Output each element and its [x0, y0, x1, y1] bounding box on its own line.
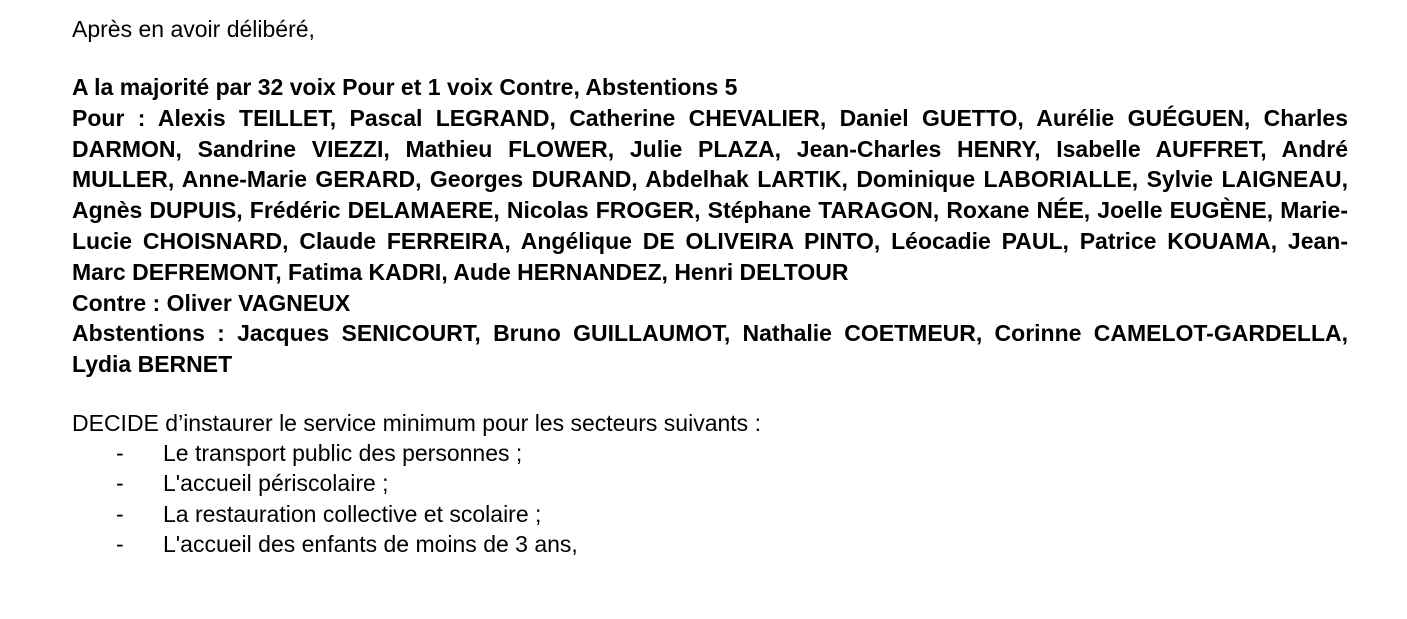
pour-label: Pour : — [72, 104, 146, 131]
vote-contre-paragraph — [72, 288, 1348, 319]
bullet-dash: - — [116, 439, 124, 466]
bullet-dash: - — [116, 470, 124, 497]
abstentions-label: Abstentions : — [72, 320, 225, 347]
contre-label: Contre : — [72, 289, 161, 316]
sector-label: L'accueil périscolaire ; — [163, 470, 389, 497]
sector-label: La restauration collective et scolaire ; — [163, 500, 542, 527]
list-item — [72, 499, 1348, 530]
pour-names: Alexis TEILLET, Pascal LEGRAND, Catherine CHEVALIER, Daniel GUETTO, Aurélie GUÉGUEN, Charles DARMON, Sandrine VIEZZI, Mathieu FLOWER, Julie PLAZA, Jean-Charles HENRY, Isabelle AUFFRET, André MULLER, Anne-Marie GERARD, Georges DURAND, Abdelhak LARTIK, Dominique LABORIALLE, Sylvie LAIGNEAU, Agnès DUPUIS, Frédéric DELAMAERE, Nicolas FROGER, Stéphane TARAGON, Roxane NÉE, Joelle EUGÈNE, Marie-Lucie CHOISNARD, Claude FERREIRA, Angélique DE OLIVEIRA PINTO, Léocadie PAUL, Patrice KOUAMA, Jean-Marc DEFREMONT, Fatima KADRI, Aude HERNANDEZ, Henri DELTOUR — [72, 104, 1348, 285]
sector-label: L'accueil des enfants de moins de 3 ans, — [163, 531, 578, 558]
vote-abstentions-paragraph — [72, 318, 1348, 380]
list-item — [72, 438, 1348, 469]
contre-names: Oliver VAGNEUX — [166, 289, 351, 316]
list-item — [72, 529, 1348, 560]
abstentions-names: Jacques SENICOURT, Bruno GUILLAUMOT, Nathalie COETMEUR, Corinne CAMELOT-GARDELLA, Lydia BERNET — [72, 320, 1348, 378]
vote-results — [72, 72, 1348, 380]
sector-list — [72, 438, 1348, 560]
bullet-dash: - — [116, 500, 124, 527]
sector-label: Le transport public des personnes ; — [163, 439, 523, 466]
decision-section — [72, 408, 1348, 560]
document-page — [72, 14, 1348, 560]
vote-majority-line: A la majorité par 32 voix Pour et 1 voix Contre, Abstentions 5 — [72, 74, 738, 100]
bullet-dash: - — [116, 531, 124, 558]
vote-pour-paragraph — [72, 103, 1348, 288]
intro-paragraph: Après en avoir délibéré, — [72, 16, 315, 42]
decision-text: DECIDE d’instaurer le service minimum pour les secteurs suivants : — [72, 409, 761, 436]
list-item — [72, 468, 1348, 499]
